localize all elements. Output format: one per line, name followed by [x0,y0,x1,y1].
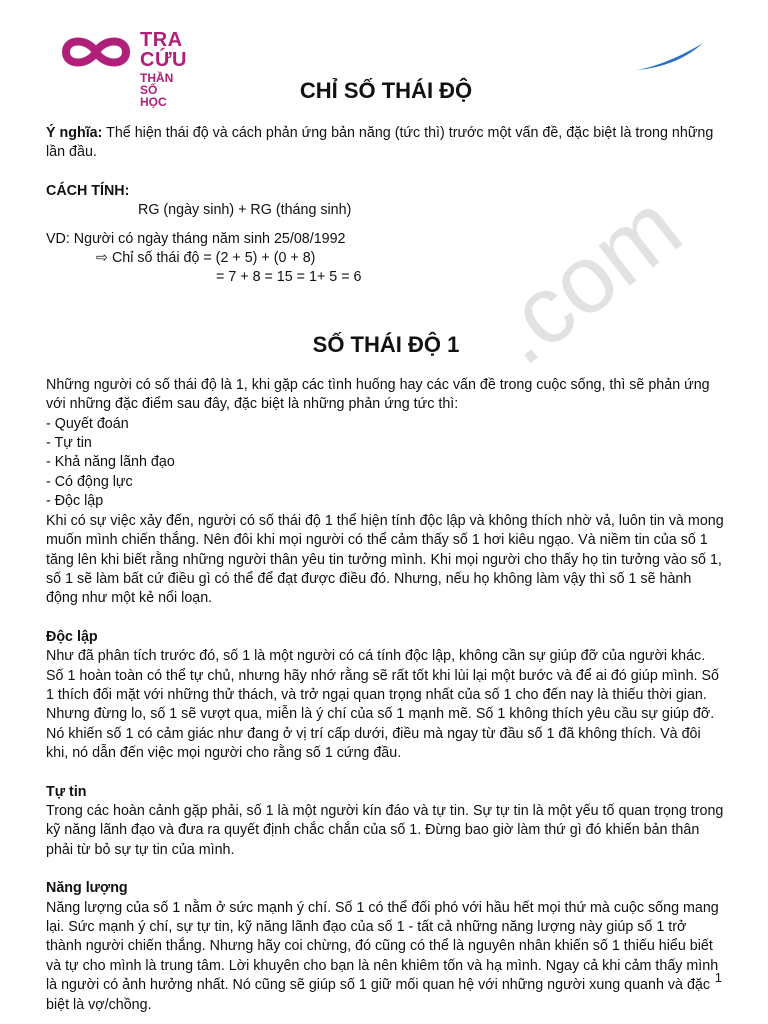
arrow-icon: ⇨ [96,250,108,267]
calc-step1: ⇨ Chỉ số thái độ = (2 + 5) + (0 + 8) [96,250,316,267]
section-intro: Những người có số thái độ là 1, khi gặp các tình huống hay các vấn đề trong cuộc sống, thì sẽ phản ứng với những đặc điểm sau đây, đặc biệt là những phản ứng tức thì: [46,376,710,413]
trait-item: - Có động lực [46,473,133,490]
calc-example: VD: Người có ngày tháng năm sinh 25/08/1992 [46,230,346,247]
logo-title: TRA CỨU [140,29,187,71]
section-title: SỐ THÁI ĐỘ 1 [312,331,460,357]
subsection-heading: Tự tin [46,783,87,800]
calc-label: CÁCH TÍNH: [46,182,130,199]
subsection-text: Trong các hoàn cảnh gặp phải, số 1 là một người kín đáo và tự tin. Sự tự tin là một yếu tố quan trọng trong kỹ năng lãnh đạo và đưa ra quyết định chắc chắn của số 1. Đừng bao giờ làm thứ gì đó khiến bản thân phải từ bỏ sự tự tin của mình. [46,802,724,858]
meaning-text: Thể hiện thái độ và cách phản ứng bản năng (tức thì) trước một vấn đề, đặc biệt là trong những lần đầu. [46,125,714,161]
subsection-heading: Năng lượng [46,880,128,897]
subsection-heading: Độc lập [46,628,98,645]
infinity-logo-icon [60,34,132,70]
trait-item: - Độc lập [46,493,104,510]
page-number: 1 [714,970,722,985]
calc-step2: = 7 + 8 = 15 = 1+ 5 = 6 [216,269,362,286]
logo-subtitle: THẦN SỐ HỌC [140,71,174,109]
calc-formula: RG (ngày sinh) + RG (tháng sinh) [138,202,352,219]
trait-item: - Tự tin [46,435,92,452]
section-summary: Khi có sự việc xảy đến, người có số thái độ 1 thể hiện tính độc lập và không thích nhờ vả, luôn tin và mong muốn mình chiến thắng. Nên đôi khi mọi người có thể cảm thấy số 1 hơi kiêu ngạo. Và niềm tin của số 1 tăng lên khi biết rằng những người thân yêu tin tưởng mình. Khi mọi người cho thấy họ tin tưởng vào số 1, số 1 sẽ làm bất cứ điều gì có thể để đạt được điều đó. Nhưng, nếu họ không làm vậy thì số 1 sẽ hành động như một kẻ nổi loạn. [46,512,724,607]
swoosh-decoration-icon [635,40,705,72]
subsection-text: Năng lượng của số 1 nằm ở sức mạnh ý chí. Số 1 có thể đối phó với hầu hết mọi thứ mà cuộc sống mang lại. Sức mạnh ý chí, sự tự tin, kỹ năng lãnh đạo của số 1 - tất cả những năng lượng này giúp số 1 trở thành người chiến thắng. Nhưng hãy coi chừng, đó cũng có thể là nguyên nhân khiến số 1 thiếu hiểu biết và tự cho mình là trung tâm. Lời khuyên cho bạn là nên khiêm tốn và hạ mình. Ngay cả khi cảm thấy mình là người có ảnh hưởng nhất. Nó cũng sẽ giúp số 1 giữ mối quan hệ với những người xung quanh và đặc biệt là vợ/chồng. [46,899,719,1013]
trait-item: - Quyết đoán [46,415,129,432]
trait-item: - Khả năng lãnh đạo [46,454,175,471]
page-title: CHỈ SỐ THÁI ĐỘ [299,78,473,103]
watermark: .com [470,172,701,386]
meaning-label: Ý nghĩa: [46,125,103,141]
subsection-text: Như đã phân tích trước đó, số 1 là một người có cá tính độc lập, không cần sự giúp đỡ của người khác. Số 1 hoàn toàn có thể tự chủ, nhưng hãy nhớ rằng sẽ rất tốt khi lùi lại một bước và để ai đó giúp mình. Số 1 thích đối mặt với những thử thách, và trở ngại quan trọng nhất của số 1 cho đến nay là thiếu thời gian. Nhưng đừng lo, số 1 sẽ vượt qua, miễn là ý chí của số 1 mạnh mẽ. Số 1 không thích yêu cầu sự giúp đỡ. Nó khiến số 1 có cảm giác như đang ở vị trí cấp dưới, điều mà ngay từ đầu số 1 đã không thích. Và đôi khi, nó dẫn đến việc mọi người cho rằng số 1 cứng đầu. [46,648,719,762]
document-body [46,78,726,1015]
meaning-paragraph [46,124,726,163]
